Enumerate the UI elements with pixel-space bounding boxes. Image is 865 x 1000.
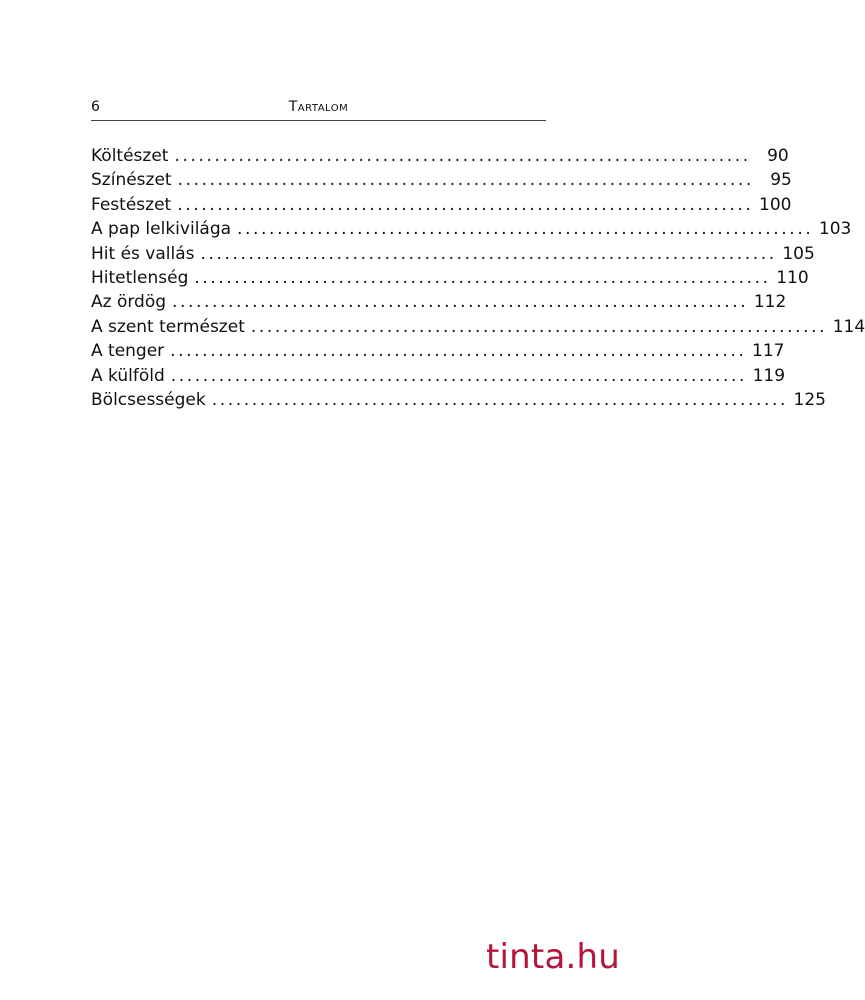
- toc-leader-dots: ........................................................................: [211, 389, 788, 410]
- toc-entry-title: Bölcsességek: [91, 389, 206, 410]
- toc-entry: [91, 315, 865, 339]
- toc-entry: [91, 266, 809, 290]
- toc-leader-dots: ........................................................................: [172, 292, 749, 313]
- toc-leader-dots: ........................................................................: [170, 365, 748, 386]
- toc-entry-page: 103: [818, 219, 852, 240]
- toc-entry-page: 105: [782, 243, 815, 264]
- running-title: Tartalom: [288, 99, 349, 115]
- toc-entry-title: A szent természet: [91, 316, 245, 337]
- toc-entry: [91, 364, 786, 388]
- toc-leader-dots: ........................................................................: [250, 316, 828, 337]
- toc-entry-page: 100: [759, 194, 792, 215]
- toc-entry-page: 110: [776, 267, 809, 288]
- toc-entry-title: A tenger: [91, 341, 165, 362]
- toc-leader-dots: ........................................................................: [177, 194, 754, 215]
- toc-entry-title: Hit és vallás: [91, 243, 195, 264]
- toc-leader-dots: ........................................................................: [194, 267, 771, 288]
- toc-entry-title: Színészet: [91, 170, 172, 191]
- page-number: 6: [91, 99, 100, 115]
- toc-entry-title: Hitetlenség: [91, 267, 189, 288]
- toc-entry: [91, 388, 826, 412]
- toc-entry-page: 90: [767, 146, 789, 166]
- toc-entry-title: Az ördög: [91, 292, 167, 313]
- toc-leader-dots: ........................................................................: [170, 341, 747, 362]
- toc-entry-page: 117: [752, 341, 785, 362]
- toc-entry: [91, 290, 787, 314]
- toc-entry: [91, 144, 789, 168]
- toc-entry-page: 112: [753, 292, 787, 313]
- toc-entry: [91, 242, 815, 266]
- toc-entry: [91, 168, 792, 192]
- page-header: [91, 94, 546, 118]
- toc-entry-title: Festészet: [91, 194, 172, 215]
- toc-entry-title: A pap lelkivilága: [91, 219, 232, 240]
- watermark-logo: tinta.hu: [486, 937, 620, 977]
- toc-leader-dots: ........................................................................: [177, 170, 754, 191]
- header-divider: [91, 120, 546, 121]
- toc-entry-title: A külföld: [91, 365, 165, 386]
- toc-entry-title: Költészet: [91, 146, 169, 166]
- table-of-contents: [91, 144, 865, 412]
- toc-entry: [91, 193, 792, 217]
- toc-entry: [91, 339, 785, 363]
- toc-entry-page: 125: [793, 389, 826, 410]
- toc-leader-dots: ........................................................................: [174, 146, 751, 166]
- toc-entry: [91, 217, 852, 241]
- toc-entry-page: 95: [770, 170, 792, 191]
- toc-entry-page: 114: [832, 316, 865, 337]
- toc-entry-page: 119: [752, 365, 786, 386]
- toc-leader-dots: ........................................................................: [237, 219, 814, 240]
- toc-leader-dots: ........................................................................: [200, 243, 777, 264]
